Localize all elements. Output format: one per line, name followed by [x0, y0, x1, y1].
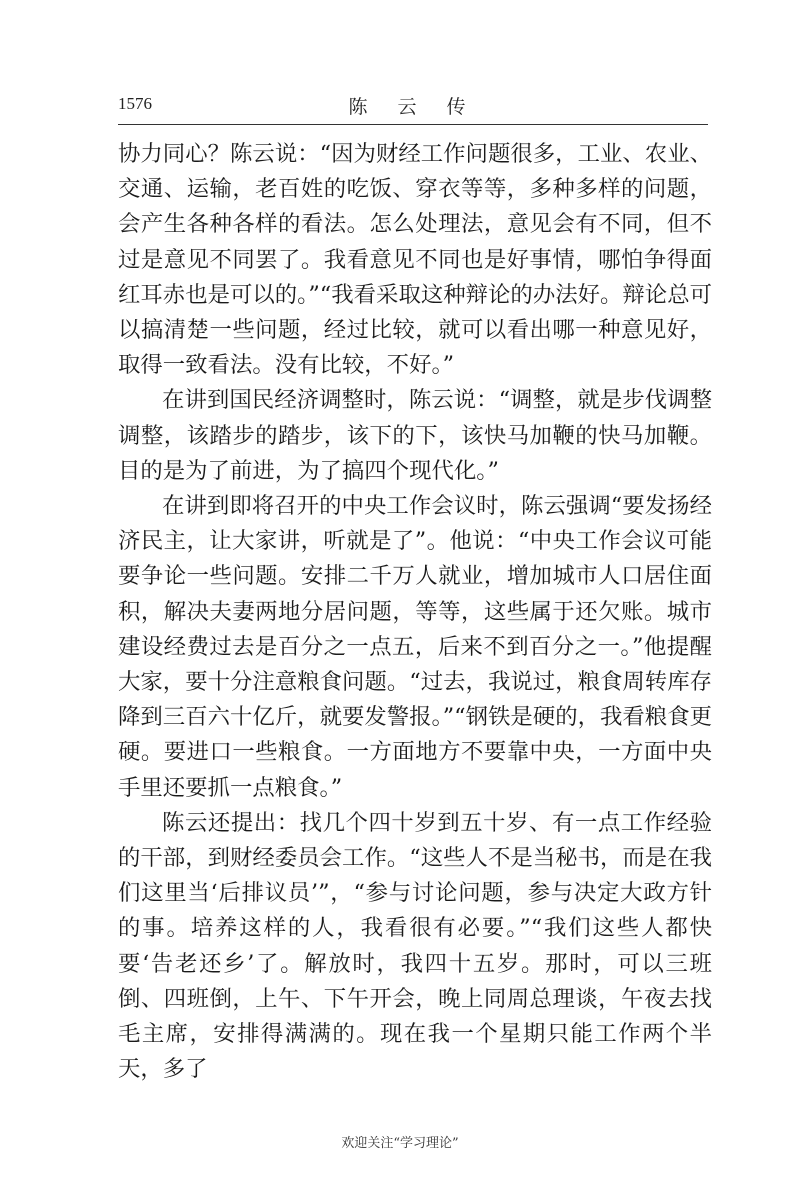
running-title: 陈 云 传: [348, 96, 478, 118]
footer-note: 欢迎关注“学习理论”: [341, 1136, 459, 1151]
header-rule: [118, 124, 708, 125]
paragraph-4: 陈云还提出：找几个四十岁到五十岁、有一点工作经验的干部，到财经委员会工作。“这些人不是当秘书，而是在我们这里当‘后排议员’”，“参与讨论问题，参与决定大政方针的事。培养这样的人，我看很有必要。”“我们这些人都快要‘告老还乡’了。解放时，我四十五岁。那时，可以三班倒、四班倒，上午、下午开会，晚上同周总理谈，午夜去找毛主席，安排得满满的。现在我一个星期只能工作两个半天，多了: [118, 809, 712, 1083]
paragraph-3: 在讲到即将召开的中央工作会议时，陈云强调“要发扬经济民主，让大家讲，听就是了”。他说：“中央工作会议可能要争论一些问题。安排二千万人就业，增加城市人口居住面积，解决夫妻两地分居问题，等等，这些属于还欠账。城市建设经费过去是百分之一点五，后来不到百分之一。”他提醒大家，要十分注意粮食问题。“过去，我说过，粮食周转库存降到三百六十亿斤，就要发警报。”“钢铁是硬的，我看粮食更硬。要进口一些粮食。一方面地方不要靠中央，一方面中央手里还要抓一点粮食。”: [118, 493, 712, 801]
page-number: 1576: [118, 94, 152, 113]
paragraph-1: 协力同心？陈云说：“因为财经工作问题很多，工业、农业、交通、运输，老百姓的吃饭、穿衣等等，多种多样的问题，会产生各种各样的看法。怎么处理法，意见会有不同，但不过是意见不同罢了。我看意见不同也是好事情，哪怕争得面红耳赤也是可以的。”“我看采取这种辩论的办法好。辩论总可以搞清楚一些问题，经过比较，就可以看出哪一种意见好，取得一致看法。没有比较，不好。”: [118, 141, 712, 379]
body-text: [118, 137, 712, 1087]
paragraph-2: 在讲到国民经济调整时，陈云说：“调整，就是步伐调整调整，该踏步的踏步，该下的下，该快马加鞭的快马加鞭。目的是为了前进，为了搞四个现代化。”: [118, 387, 712, 484]
page-header: [118, 92, 708, 122]
